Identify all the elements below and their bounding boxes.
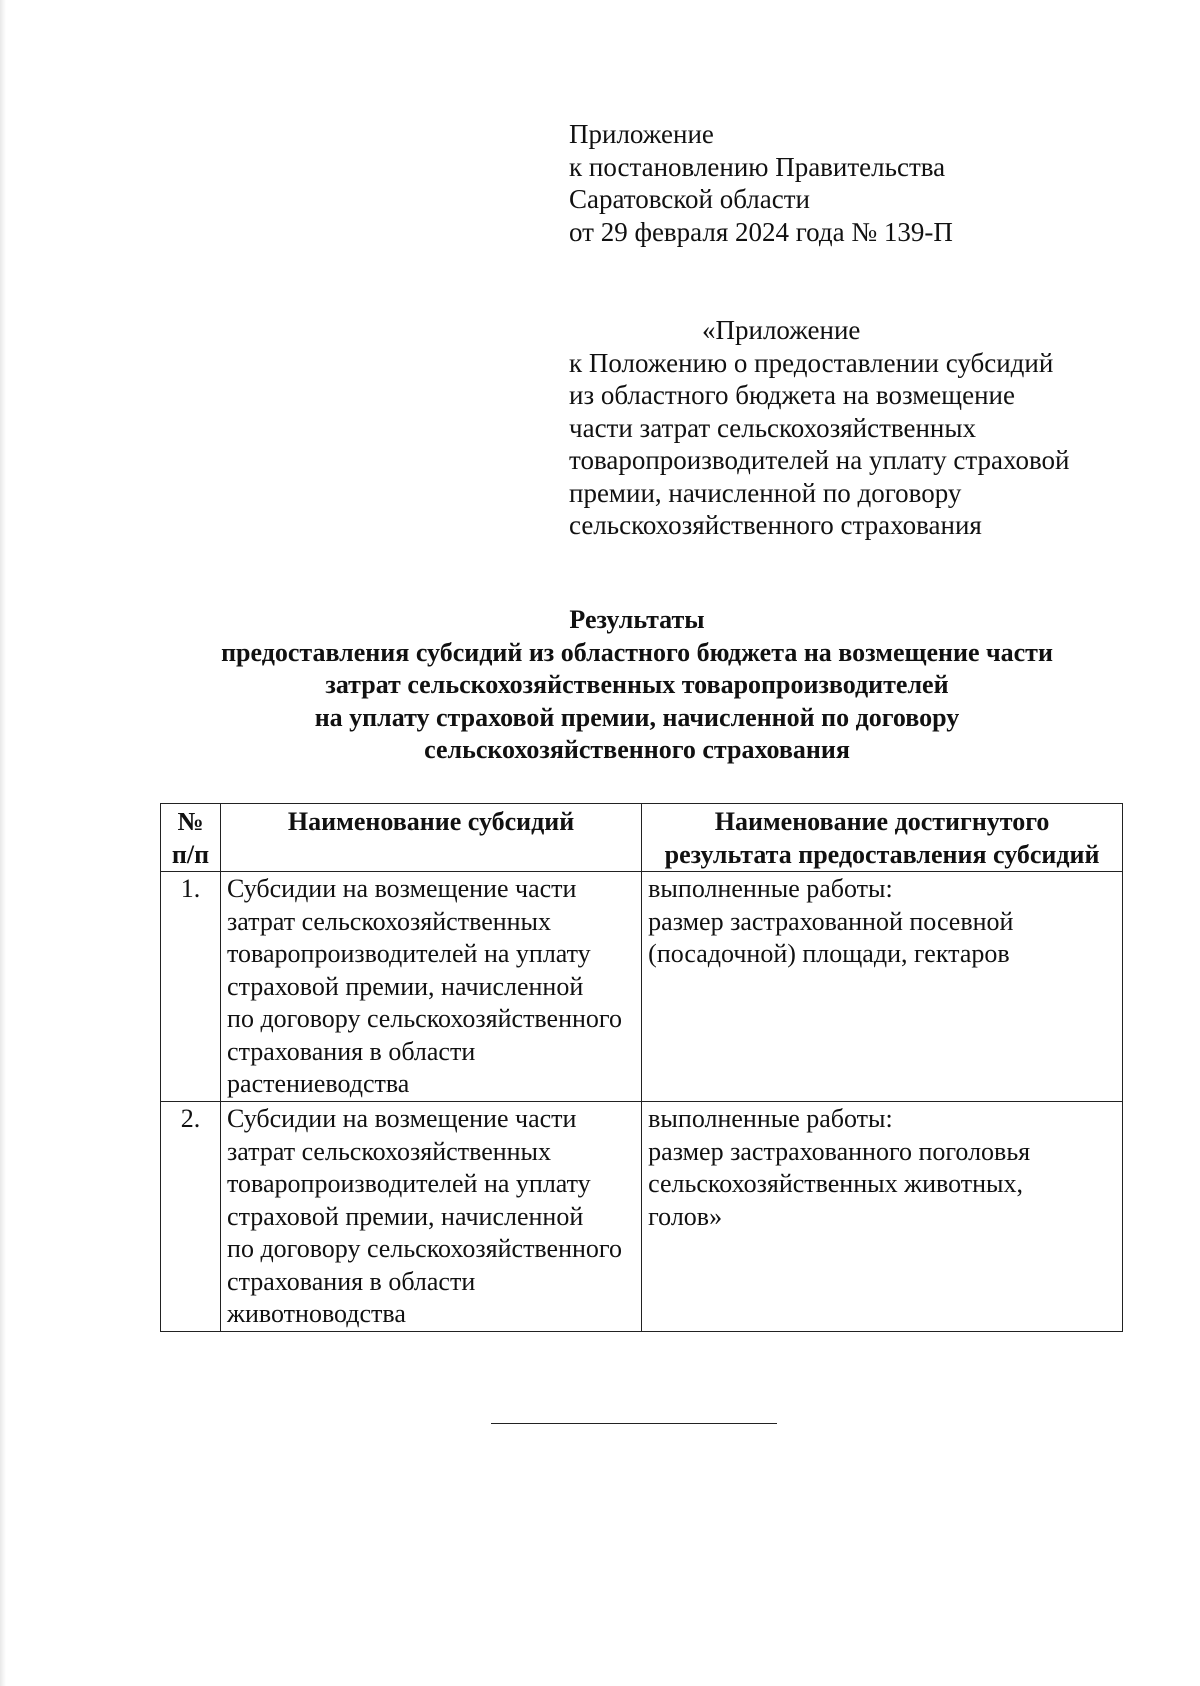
title-line: затрат сельскохозяйственных товаропроизводителей <box>325 670 949 699</box>
header-result-line: результата предоставления субсидий <box>664 839 1100 869</box>
cell-line: выполненные работы: <box>648 874 893 903</box>
document-title <box>0 604 1200 767</box>
approval-line: к постановлению Правительства <box>569 151 946 182</box>
results-table <box>160 803 1123 1332</box>
title-line: сельскохозяйственного страхования <box>424 735 850 764</box>
table-row <box>161 1102 1123 1332</box>
cell-line: размер застрахованной посевной <box>648 906 1014 936</box>
appendix-line: товаропроизводителей на уплату страховой <box>569 445 1070 475</box>
header-num-line: № <box>177 807 204 836</box>
header-name <box>221 804 642 872</box>
cell-line: по договору сельскохозяйственного <box>227 1234 622 1263</box>
cell-line: страховой премии, начисленной <box>227 1201 584 1231</box>
row-num: 1. <box>161 872 221 1102</box>
cell-line: Субсидии на возмещение части <box>227 1104 577 1133</box>
cell-line: голов» <box>648 1201 723 1231</box>
header-name-line: Наименование субсидий <box>287 807 575 836</box>
cell-line: животноводства <box>227 1299 406 1328</box>
appendix-block <box>569 314 1069 542</box>
cell-line: по договору сельскохозяйственного <box>227 1004 622 1033</box>
approval-line: Приложение <box>569 119 714 149</box>
cell-line: растениеводства <box>227 1069 410 1098</box>
table-header-row <box>161 804 1123 872</box>
title-line: Результаты <box>569 605 705 634</box>
row-subsidy-name <box>221 1102 642 1332</box>
table-row <box>161 872 1123 1102</box>
appendix-line: из областного бюджета на возмещение <box>569 380 1015 410</box>
appendix-line: части затрат сельскохозяйственных <box>569 412 977 443</box>
row-result <box>642 872 1123 1102</box>
cell-line: размер застрахованного поголовья <box>648 1136 1031 1166</box>
title-line: предоставления субсидий из областного бюджета на возмещение части <box>221 637 1053 667</box>
header-result <box>642 804 1123 872</box>
header-result-line: Наименование достигнутого <box>714 807 1050 836</box>
cell-line: страхования в области <box>227 1036 476 1066</box>
cell-line: товаропроизводителей на уплату <box>227 1169 591 1198</box>
cell-line: страховой премии, начисленной <box>227 971 584 1001</box>
row-num: 2. <box>161 1102 221 1332</box>
closing-rule <box>491 1423 777 1424</box>
appendix-line: сельскохозяйственного страхования <box>569 510 982 540</box>
appendix-line: «Приложение <box>702 315 861 345</box>
cell-line: товаропроизводителей на уплату <box>227 939 591 968</box>
row-result <box>642 1102 1123 1332</box>
row-subsidy-name <box>221 872 642 1102</box>
approval-line: от 29 февраля 2024 года № 139-П <box>569 216 953 247</box>
header-num <box>161 804 221 872</box>
title-line: на уплату страховой премии, начисленной по договору <box>314 702 960 732</box>
scan-edge-shadow <box>0 0 6 1686</box>
cell-line: (посадочной) площади, гектаров <box>648 939 1010 968</box>
approval-line: Саратовской области <box>569 184 810 214</box>
cell-line: Субсидии на возмещение части <box>227 874 577 903</box>
cell-line: затрат сельскохозяйственных <box>227 906 552 936</box>
cell-line: затрат сельскохозяйственных <box>227 1136 552 1166</box>
appendix-line: премии, начисленной по договору <box>569 477 962 508</box>
appendix-line: к Положению о предоставлении субсидий <box>569 347 1054 378</box>
header-num-line: п/п <box>171 839 210 869</box>
cell-line: сельскохозяйственных животных, <box>648 1169 1023 1198</box>
approval-block <box>569 118 953 248</box>
cell-line: выполненные работы: <box>648 1104 893 1133</box>
cell-line: страхования в области <box>227 1266 476 1296</box>
